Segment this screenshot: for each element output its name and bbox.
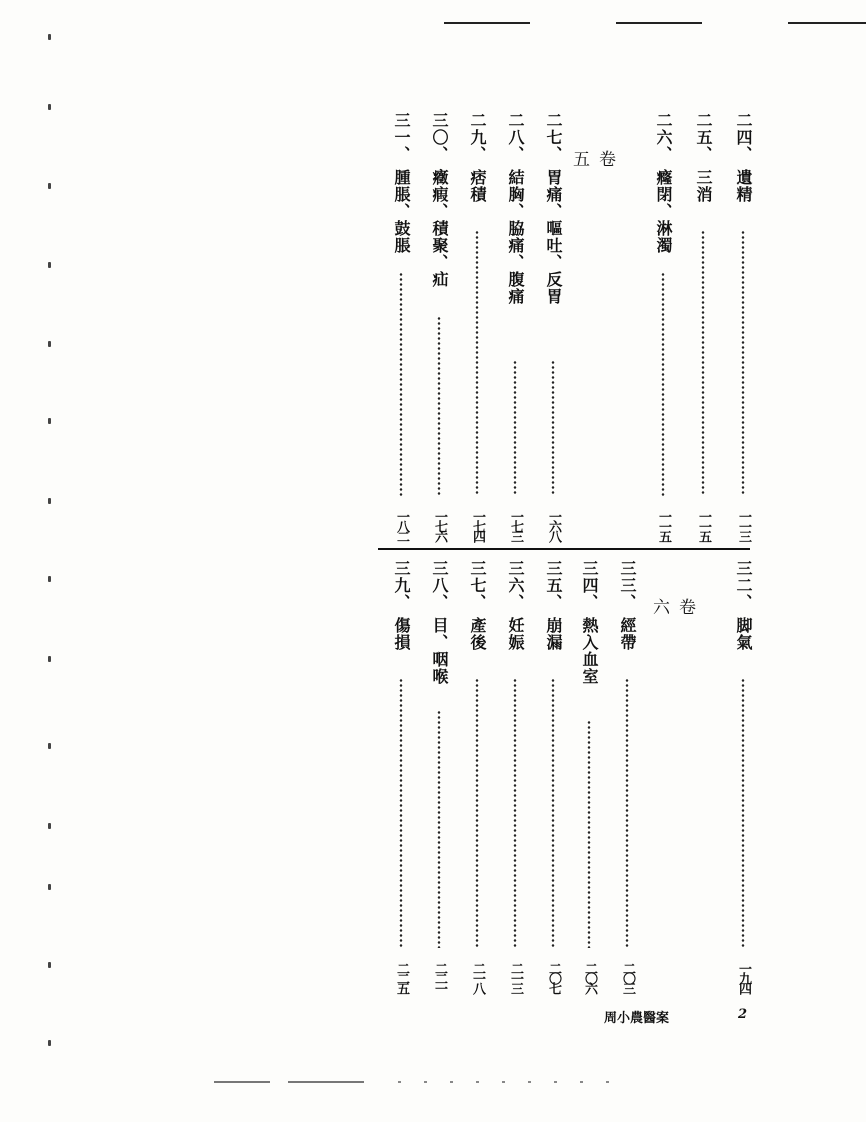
dot-leader (701, 230, 705, 496)
entry-title: 腫脹、鼓脹 (392, 169, 411, 254)
entry-page: 一六八 (546, 510, 561, 540)
entry-title: 經帶 (618, 617, 637, 651)
toc-entry (388, 560, 414, 992)
entry-page: 二一八 (470, 962, 485, 992)
entry-page: 一七六 (432, 510, 447, 540)
entry-title: 崩漏 (544, 617, 563, 651)
section-heading: 卷 五 (569, 150, 615, 212)
entry-title: 產後 (468, 617, 487, 651)
entry-title: 癥瘕、積聚、疝 (430, 169, 449, 288)
entry-page: 二〇六 (582, 962, 597, 992)
entry-number: 三六、 (506, 560, 525, 611)
dot-leader (551, 360, 555, 496)
dot-leader (475, 230, 479, 496)
entry-number: 二六、 (654, 112, 673, 163)
entry-page: 一一五 (656, 510, 671, 540)
entry-title: 熱入血室 (580, 617, 599, 685)
toc-entry (464, 560, 490, 992)
running-footer-title: 周小農醫案 (604, 1011, 670, 1026)
toc-entry (426, 560, 452, 992)
toc-entry (576, 560, 602, 992)
toc-entry (614, 560, 640, 992)
dot-leader (551, 678, 555, 948)
toc-entry (426, 112, 452, 540)
entry-number: 三七、 (468, 560, 487, 611)
entry-page: 二一三 (508, 962, 523, 992)
toc-entry (690, 112, 716, 540)
entry-title: 目、咽喉 (430, 617, 449, 685)
entry-page: 二二五 (394, 962, 409, 992)
entry-number: 三三、 (618, 560, 637, 611)
toc-entry (502, 560, 528, 992)
dot-leader (513, 678, 517, 948)
entry-number: 三一、 (392, 112, 411, 163)
entry-title: 三消 (694, 169, 713, 203)
section-divider (378, 548, 750, 550)
dot-leader (399, 678, 403, 948)
toc-entry (540, 560, 566, 992)
toc-entry (730, 560, 756, 992)
entry-number: 二八、 (506, 112, 525, 163)
entry-title: 脚氣 (734, 617, 753, 651)
dot-leader (513, 360, 517, 496)
entry-page: 一七四 (470, 510, 485, 540)
entry-page: 二〇七 (546, 962, 561, 992)
entry-number: 二四、 (734, 112, 753, 163)
entry-number: 三二、 (734, 560, 753, 611)
entry-number: 二七、 (544, 112, 563, 163)
entry-title: 傷損 (392, 617, 411, 651)
entry-page: 一一五 (696, 510, 711, 540)
dot-leader (437, 316, 441, 496)
entry-page: 一一三 (736, 510, 751, 540)
entry-number: 三九、 (392, 560, 411, 611)
entry-page: 二〇三 (620, 962, 635, 992)
entry-number: 三五、 (544, 560, 563, 611)
entry-title: 癃閉、淋濁 (654, 169, 673, 254)
toc-entry (650, 112, 676, 540)
entry-number: 二九、 (468, 112, 487, 163)
toc-entry (730, 112, 756, 540)
dot-leader (741, 678, 745, 948)
dot-leader (741, 230, 745, 496)
toc-entry (540, 112, 566, 540)
entry-title: 胃痛、嘔吐、反胃 (544, 169, 563, 305)
entry-number: 三八、 (430, 560, 449, 611)
entry-page: 二二一 (432, 962, 447, 992)
entry-number: 二五、 (694, 112, 713, 163)
dot-leader (399, 272, 403, 496)
toc-entry (388, 112, 414, 540)
dot-leader (437, 710, 441, 948)
entry-page: 一八二 (394, 510, 409, 540)
dot-leader (475, 678, 479, 948)
section-heading: 卷 六 (649, 598, 695, 660)
entry-number: 三四、 (580, 560, 599, 611)
entry-page: 一七三 (508, 510, 523, 540)
toc-entry (464, 112, 490, 540)
entry-title: 妊娠 (506, 617, 525, 651)
entry-number: 三〇、 (430, 112, 449, 163)
entry-title: 遺精 (734, 169, 753, 203)
dot-leader (661, 272, 665, 496)
entry-title: 結胸、脇痛、腹痛 (506, 169, 525, 305)
toc-entry (502, 112, 528, 540)
dot-leader (587, 720, 591, 948)
dot-leader (625, 678, 629, 948)
entry-page: 一九四 (736, 962, 751, 992)
page-number: 2 (738, 1007, 748, 1022)
entry-title: 痞積 (468, 169, 487, 203)
